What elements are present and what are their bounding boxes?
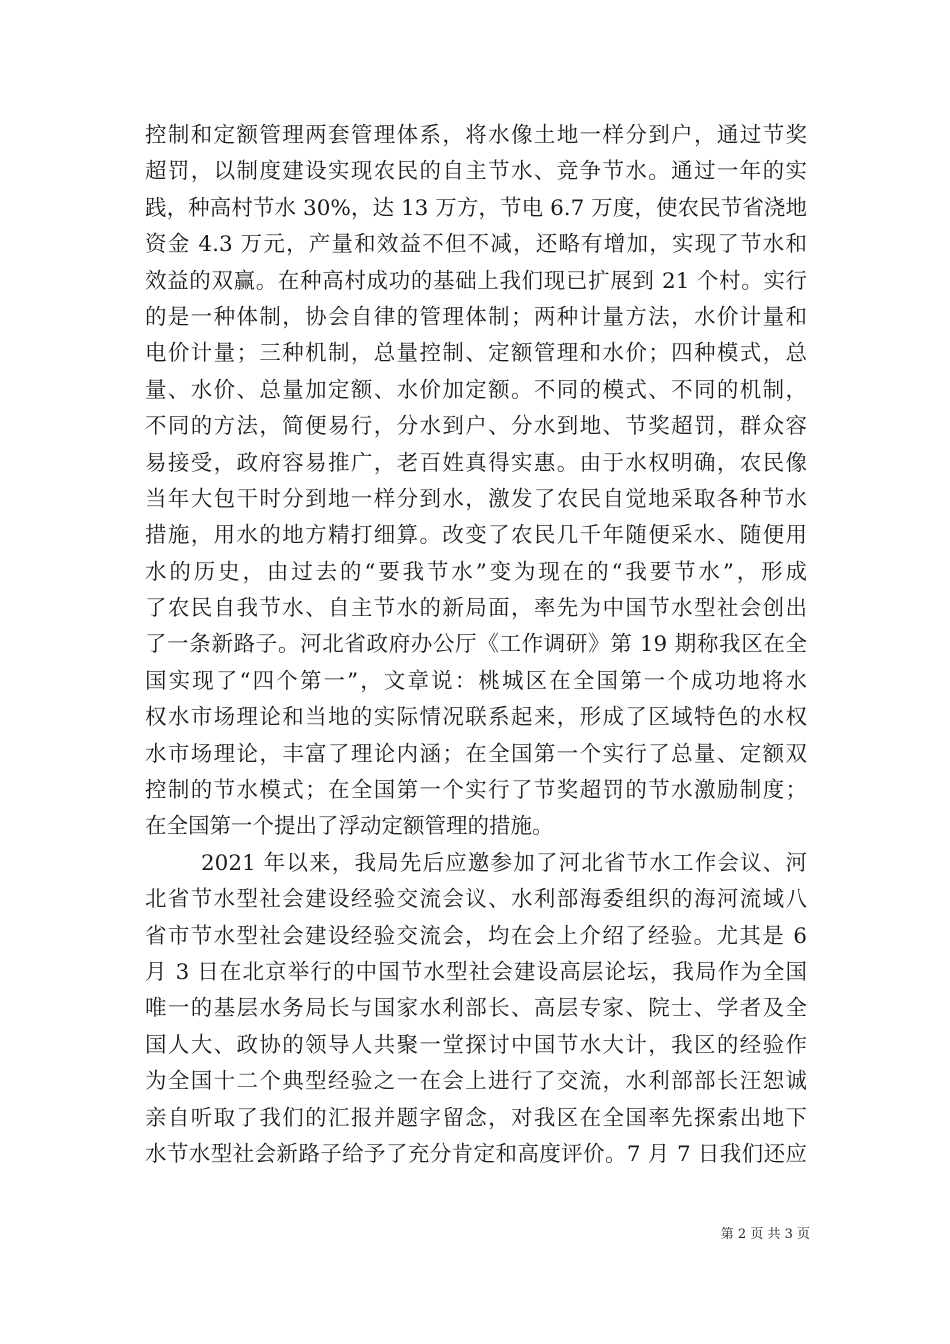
text-line-last: 在全国第一个提出了浮动定额管理的措施。	[145, 814, 554, 840]
text-line: 超罚，以制度建设实现农民的自主节水、竞争节水。通过一年的实	[145, 159, 807, 185]
text-line: 北省节水型社会建设经验交流会议、水利部海委组织的海河流域八	[145, 887, 807, 913]
text-line: 践，种高村节水 30%，达 13 万方，节电 6.7 万度，使农民节省浇地	[145, 195, 807, 221]
text-line: 了农民自我节水、自主节水的新局面，率先为中国节水型社会创出	[145, 596, 807, 622]
text-line-indented: 2021 年以来，我局先后应邀参加了河北省节水工作会议、河	[201, 850, 807, 876]
text-line: 省市节水型社会建设经验交流会，均在会上介绍了经验。尤其是 6	[145, 923, 807, 949]
text-line: 电价计量；三种机制，总量控制、定额管理和水价；四种模式，总	[145, 341, 807, 367]
text-line: 量、水价、总量加定额、水价加定额。不同的模式、不同的机制，	[145, 377, 807, 403]
text-line: 控制的节水模式；在全国第一个实行了节奖超罚的节水激励制度；	[145, 778, 807, 804]
text-line: 控制和定额管理两套管理体系，将水像土地一样分到户，通过节奖	[145, 123, 807, 148]
text-line: 国人大、政协的领导人共聚一堂探讨中国节水大计，我区的经验作	[145, 1032, 807, 1058]
text-line: 的是一种体制，协会自律的管理体制；两种计量方法，水价计量和	[145, 304, 807, 330]
paragraph-1	[145, 118, 807, 846]
text-line: 资金 4.3 万元，产量和效益不但不减，还略有增加，实现了节水和	[145, 232, 807, 258]
text-line: 亲自听取了我们的汇报并题字留念，对我区在全国率先探索出地下	[145, 1105, 807, 1131]
text-line: 权水市场理论和当地的实际情况联系起来，形成了区域特色的水权	[145, 705, 807, 731]
text-line: 措施，用水的地方精打细算。改变了农民几千年随便采水、随便用	[145, 523, 807, 549]
text-line: 为全国十二个典型经验之一在会上进行了交流，水利部部长汪恕诚	[145, 1069, 807, 1095]
text-line: 水市场理论，丰富了理论内涵；在全国第一个实行了总量、定额双	[145, 741, 807, 767]
text-line: 易接受，政府容易推广，老百姓真得实惠。由于水权明确，农民像	[145, 450, 807, 476]
text-line: 不同的方法，简便易行，分水到户、分水到地、节奖超罚，群众容	[145, 414, 807, 440]
text-line: 当年大包干时分到地一样分到水，激发了农民自觉地采取各种节水	[145, 486, 807, 512]
page-number-footer: 第 2 页 共 3 页	[720, 1227, 810, 1242]
text-line: 月 3 日在北京举行的中国节水型社会建设高层论坛，我局作为全国	[145, 959, 807, 985]
text-line: 唯一的基层水务局长与国家水利部长、高层专家、院士、学者及全	[145, 996, 807, 1022]
paragraph-2	[145, 846, 807, 1174]
document-body	[145, 118, 807, 1173]
text-line: 水节水型社会新路子给予了充分肯定和高度评价。7 月 7 日我们还应	[145, 1141, 807, 1167]
text-line: 水的历史，由过去的“要我节水”变为现在的“我要节水”，形成	[145, 559, 807, 585]
text-line: 效益的双赢。在种高村成功的基础上我们现已扩展到 21 个村。实行	[145, 268, 807, 294]
text-line: 国实现了“四个第一”，文章说：桃城区在全国第一个成功地将水	[145, 668, 807, 694]
text-line: 了一条新路子。河北省政府办公厅《工作调研》第 19 期称我区在全	[145, 632, 807, 658]
